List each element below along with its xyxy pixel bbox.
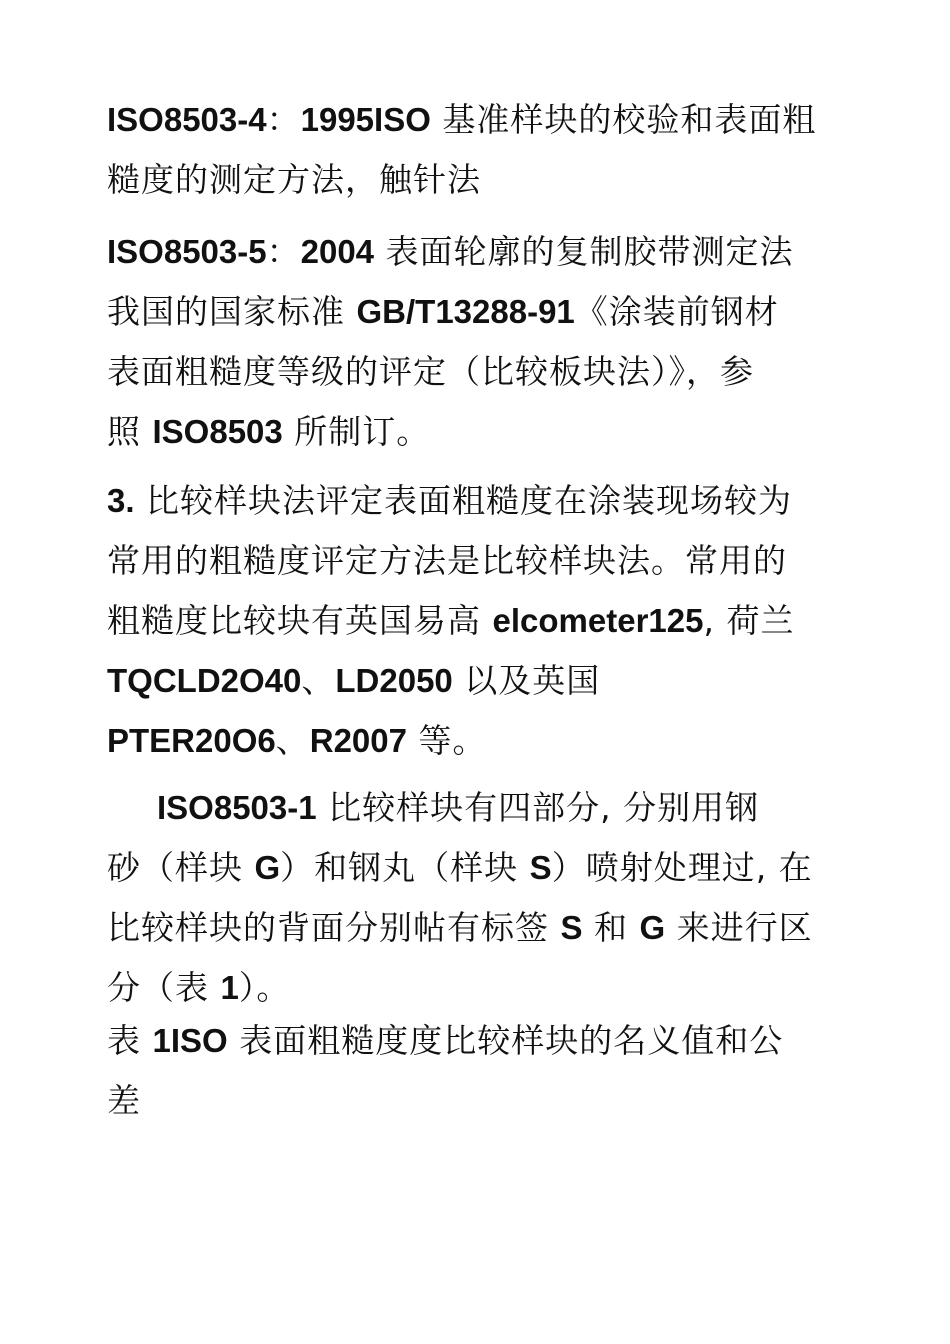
text-line (107, 531, 837, 591)
bold-text-run: 3. (107, 482, 135, 519)
text-run: 差 (107, 1081, 141, 1120)
text-line (107, 222, 837, 282)
bold-text-run: ISO8503 (152, 413, 283, 450)
text-run: 比较样块的背面分别帖有标签 (107, 908, 561, 947)
text-line (107, 591, 837, 651)
bold-text-run: ISO8503-1 (157, 789, 317, 826)
text-run: 比较样块有四部分, 分别用钢 (316, 788, 760, 827)
text-run: , 荷兰 (703, 601, 795, 640)
text-run: ： (266, 232, 301, 271)
bold-text-run: elcometer125 (492, 602, 704, 639)
text-line (107, 342, 837, 402)
bold-text-run: S (560, 909, 583, 946)
text-run: 表面粗糙度度比较样块的名义值和公 (227, 1021, 784, 1060)
text-run: 所制订。 (282, 412, 431, 451)
bold-text-run: GB/T13288-91 (356, 293, 575, 330)
text-run: 比较样块法评定表面粗糙度在涂装现场较为 (134, 481, 793, 520)
bold-text-run: 1 (220, 969, 239, 1006)
text-run: ）喷射处理过, 在 (551, 848, 813, 887)
bold-text-run: S (529, 849, 552, 886)
text-run: 常用的粗糙度评定方法是比较样块法。常用的 (107, 541, 787, 580)
bold-text-run: TQCLD2O40 (107, 662, 302, 699)
bold-text-run: 1ISO (152, 1022, 228, 1059)
bold-text-run: G (639, 909, 666, 946)
text-run: ）。 (238, 968, 291, 1007)
paragraph-iso8503-4 (107, 90, 837, 210)
text-run: 基准样块的校验和表面粗 (430, 100, 817, 139)
text-run: 以及英国 (452, 661, 601, 700)
bold-text-run: ISO8503-5 (107, 233, 267, 270)
text-run: 照 (107, 412, 153, 451)
paragraph-iso8503-1-comparator (107, 778, 837, 1018)
text-run: 表 (107, 1021, 153, 1060)
text-line (107, 1071, 837, 1131)
text-line (107, 90, 837, 150)
text-run: 《涂装前钢材 (574, 292, 779, 331)
text-run: 和 (582, 908, 640, 947)
text-run: 糙度的测定方法，触针法 (107, 160, 481, 199)
text-line (107, 282, 837, 342)
paragraph-comparator-method (107, 471, 837, 771)
text-run: 等。 (407, 721, 487, 760)
text-run: 、 (301, 661, 336, 700)
bold-text-run: G (254, 849, 281, 886)
text-run: ： (266, 100, 301, 139)
text-line (107, 651, 837, 711)
text-run: 表面粗糙度等级的评定（比较板块法）》，参 (107, 352, 754, 391)
text-run: 表面轮廓的复制胶带测定法 (374, 232, 794, 271)
text-line (107, 778, 837, 838)
paragraph-iso8503-5-and-gb-standard (107, 222, 837, 462)
bold-text-run: LD2050 (335, 662, 453, 699)
text-line (107, 898, 837, 958)
bold-text-run: PTER20O6 (107, 722, 276, 759)
text-run: 我国的国家标准 (107, 292, 357, 331)
bold-text-run: 2004 (300, 233, 375, 270)
bold-text-run: 1995ISO (300, 101, 431, 138)
text-run: 分（表 (107, 968, 221, 1007)
text-run: 、 (275, 721, 310, 760)
text-line (107, 838, 837, 898)
paragraph-table-1-caption (107, 1011, 837, 1131)
text-line (107, 1011, 837, 1071)
text-run: ）和钢丸（样块 (280, 848, 530, 887)
bold-text-run: R2007 (309, 722, 407, 759)
text-line (107, 471, 837, 531)
text-line (107, 711, 837, 771)
text-line (107, 150, 837, 210)
text-run: 粗糙度比较块有英国易高 (107, 601, 493, 640)
text-run: 砂（样块 (107, 848, 255, 887)
text-line (107, 958, 837, 1018)
text-line (107, 402, 837, 462)
bold-text-run: ISO8503-4 (107, 101, 267, 138)
text-run: 来进行区 (665, 908, 813, 947)
